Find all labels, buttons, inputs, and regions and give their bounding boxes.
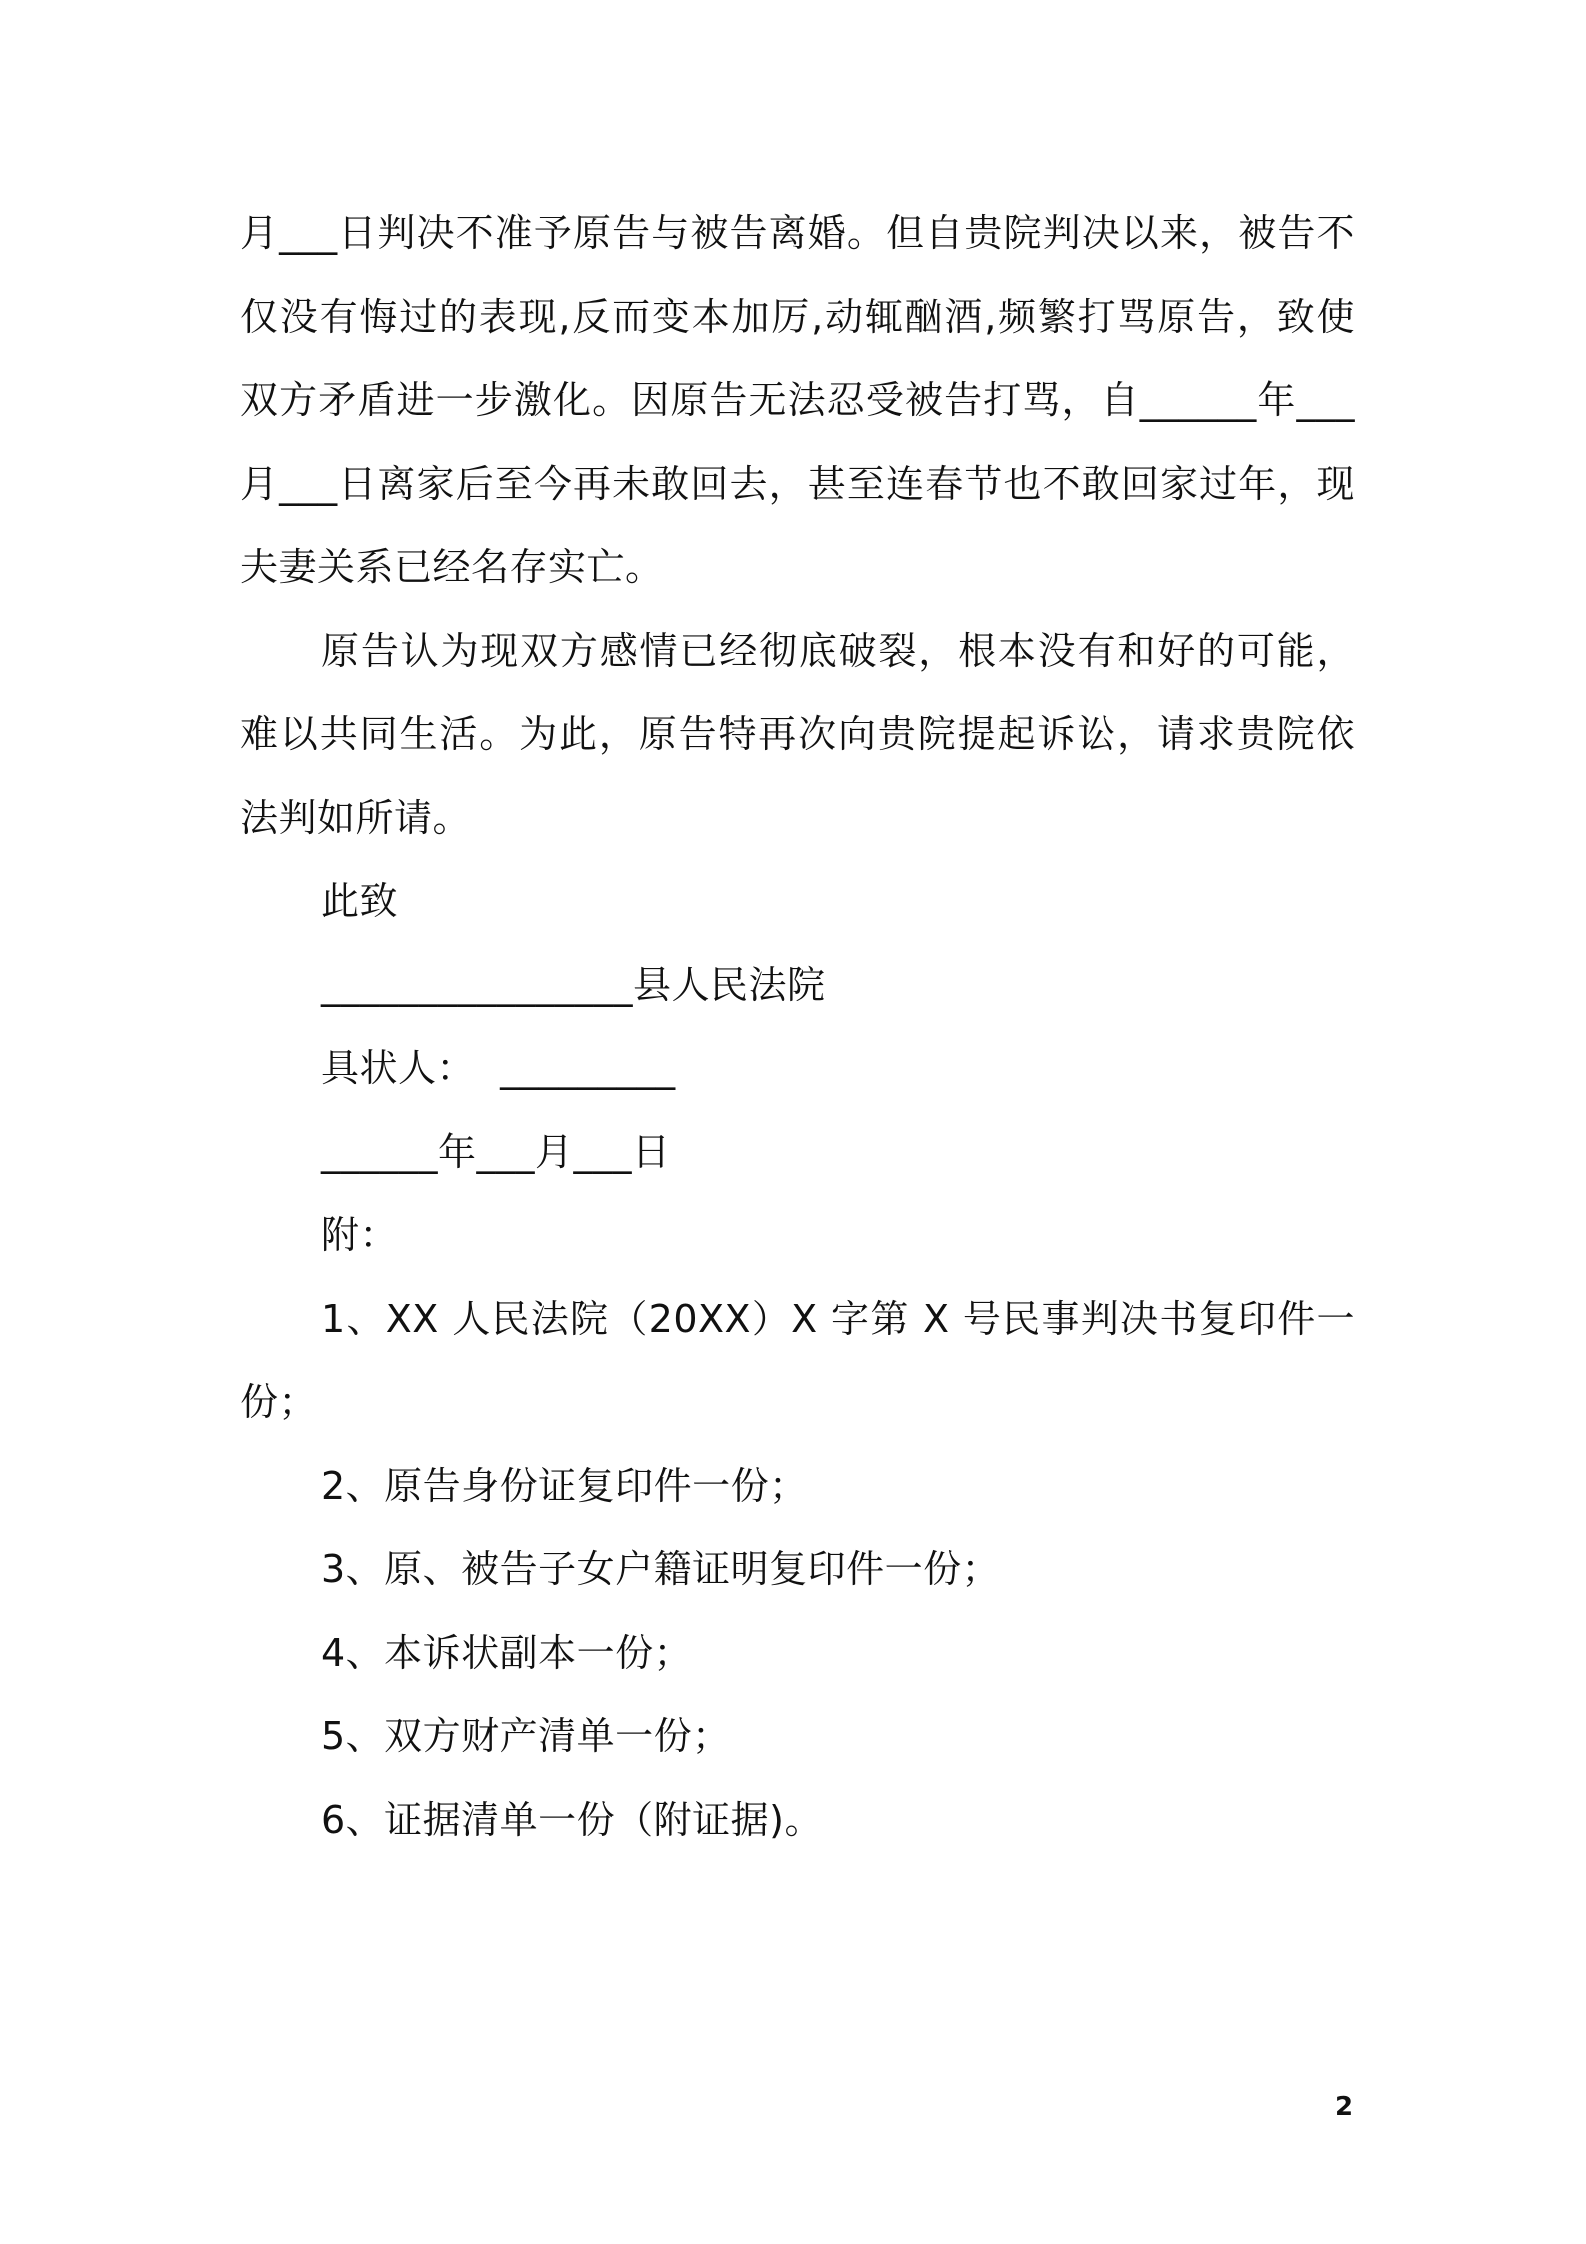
page-number: 2 bbox=[1335, 2092, 1354, 2122]
attachment-item: 3、原、被告子女户籍证明复印件一份； bbox=[321, 1547, 1001, 1591]
paragraph-continuation: 月___日判决不准予原告与被告离婚。但自贵院判决以来，被告不仅没有悔过的表现,反而变本加厉,动辄酗酒,频繁打骂原告，致使双方矛盾进一步激化。因原告无法忍受被告打骂，自______年___月___日离家后至今再未敢回去，甚至连春节也不敢回家过年，现夫妻关系已经名存实亡。 bbox=[240, 211, 1355, 589]
petitioner-signature: 具状人： _________ bbox=[321, 1046, 676, 1090]
attachment-item: 4、本诉状副本一份； bbox=[321, 1630, 693, 1675]
attachment-item: 5、双方财产清单一份； bbox=[321, 1714, 731, 1758]
attachment-item: 6、证据清单一份（附证据)。 bbox=[321, 1797, 824, 1842]
court-name: ________________县人民法院 bbox=[321, 962, 826, 1007]
document-body bbox=[240, 192, 1355, 1862]
attachment-item: 2、原告身份证复印件一份； bbox=[321, 1463, 808, 1508]
filing-date: ______年___月___日 bbox=[321, 1129, 671, 1174]
salutation: 此致 bbox=[321, 879, 399, 923]
paragraph-conclusion: 原告认为现双方感情已经彻底破裂，根本没有和好的可能，难以共同生活。为此，原告特再次向贵院提起诉讼，请求贵院依法判如所请。 bbox=[240, 628, 1355, 840]
attachment-label: 附： bbox=[321, 1213, 399, 1257]
attachment-item: 1、XX 人民法院（20XX）X 字第 X 号民事判决书复印件一份； bbox=[240, 1296, 1355, 1424]
